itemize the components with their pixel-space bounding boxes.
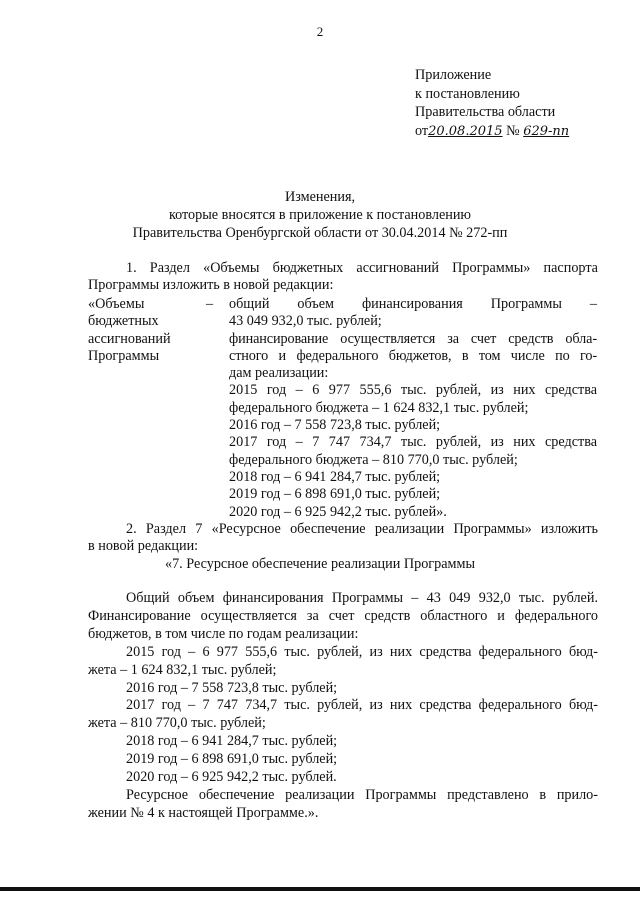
table-left-cell: ассигнований [88, 330, 171, 347]
paragraph-line: Общий объем финансирования Программы – 43 049 932,0 тыс. рублей. [126, 590, 598, 606]
appendix-line: Правительства области [415, 104, 556, 120]
table-right-line: 2015 год – 6 977 555,6 тыс. рублей, из них средства [229, 382, 597, 399]
date-prefix: от [415, 122, 429, 139]
table-right-line: 2016 год – 7 558 723,8 тыс. рублей; [229, 417, 441, 434]
paragraph-line: в новой редакции: [88, 538, 199, 555]
table-left-column [88, 296, 223, 365]
table-dash: – [206, 296, 214, 312]
table-right-line: общий объем финансирования Программы – [229, 296, 597, 312]
section-2-intro [88, 521, 598, 556]
appendix-line: Приложение [415, 67, 492, 83]
heading-line: Правительства Оренбургской области от 30.04.2014 № 272-пп [132, 225, 508, 241]
bottom-scan-edge [0, 887, 640, 891]
table-right-line: 2020 год – 6 925 942,2 тыс. рублей». [229, 503, 447, 520]
table-right-line: федерального бюджета – 810 770,0 тыс. рублей; [229, 451, 518, 468]
heading-line: Изменения, [284, 189, 356, 205]
handwritten-date: 20.08.2015 [428, 123, 503, 139]
table-right-line: 43 049 932,0 тыс. рублей; [229, 313, 382, 330]
appendix-line: к постановлению [415, 85, 520, 102]
paragraph-line: Программы изложить в новой редакции: [88, 277, 334, 294]
appendix-date-line [415, 122, 569, 142]
handwritten-number: 629-пп [523, 123, 570, 139]
paragraph-line: 1. Раздел «Объемы бюджетных ассигнований Программы» паспорта [126, 260, 598, 276]
paragraph-line: бюджетов, в том числе по годам реализации: [88, 625, 359, 642]
table-right-line: стного и федерального бюджетов, в том числе по го- [229, 347, 597, 364]
table-right-column [229, 296, 597, 521]
paragraph-line: Ресурсное обеспечение реализации Программы представлено в прило- [126, 786, 598, 803]
paragraph-line: жета – 810 770,0 тыс. рублей; [88, 715, 266, 732]
number-prefix: № [506, 122, 520, 139]
paragraph-line: 2019 год – 6 898 691,0 тыс. рублей; [126, 751, 338, 768]
table-right-line: дам реализации: [229, 365, 329, 382]
table-right-line: 2019 год – 6 898 691,0 тыс. рублей; [229, 486, 441, 503]
paragraph-line: жета – 1 624 832,1 тыс. рублей; [88, 661, 277, 678]
paragraph-line: 2020 год – 6 925 942,2 тыс. рублей. [126, 769, 337, 786]
paragraph-line: 2. Раздел 7 «Ресурсное обеспечение реализации Программы» изложить [126, 521, 598, 537]
heading-line: которые вносятся в приложение к постановлению [168, 207, 472, 223]
table-right-line: федерального бюджета – 1 624 832,1 тыс. рублей; [229, 399, 529, 416]
page-number: 2 [316, 24, 324, 39]
table-left-cell: Программы [88, 347, 160, 364]
section-7-title: «7. Ресурсное обеспечение реализации Программы [164, 556, 476, 572]
table-right-line: 2017 год – 7 747 734,7 тыс. рублей, из них средства [229, 434, 597, 451]
document-heading [0, 188, 640, 242]
paragraph-line: 2018 год – 6 941 284,7 тыс. рублей; [126, 733, 338, 750]
paragraph-line: жении № 4 к настоящей Программе.». [88, 804, 319, 821]
paragraph-line: Финансирование осуществляется за счет средств областного и федерального [88, 607, 598, 624]
table-right-line: 2018 год – 6 941 284,7 тыс. рублей; [229, 468, 441, 485]
paragraph-line: 2017 год – 7 747 734,7 тыс. рублей, из них средства федерального бюд- [126, 697, 598, 714]
table-left-cell: «Объемы [88, 296, 145, 312]
section-7-body [88, 590, 598, 823]
paragraph-line: 2015 год – 6 977 555,6 тыс. рублей, из них средства федерального бюд- [126, 643, 598, 660]
paragraph-line: 2016 год – 7 558 723,8 тыс. рублей; [126, 679, 338, 696]
table-right-line: финансирование осуществляется за счет средств обла- [229, 330, 597, 347]
section-1-intro [88, 260, 598, 295]
appendix-block [415, 66, 569, 141]
table-left-cell: бюджетных [88, 313, 159, 330]
